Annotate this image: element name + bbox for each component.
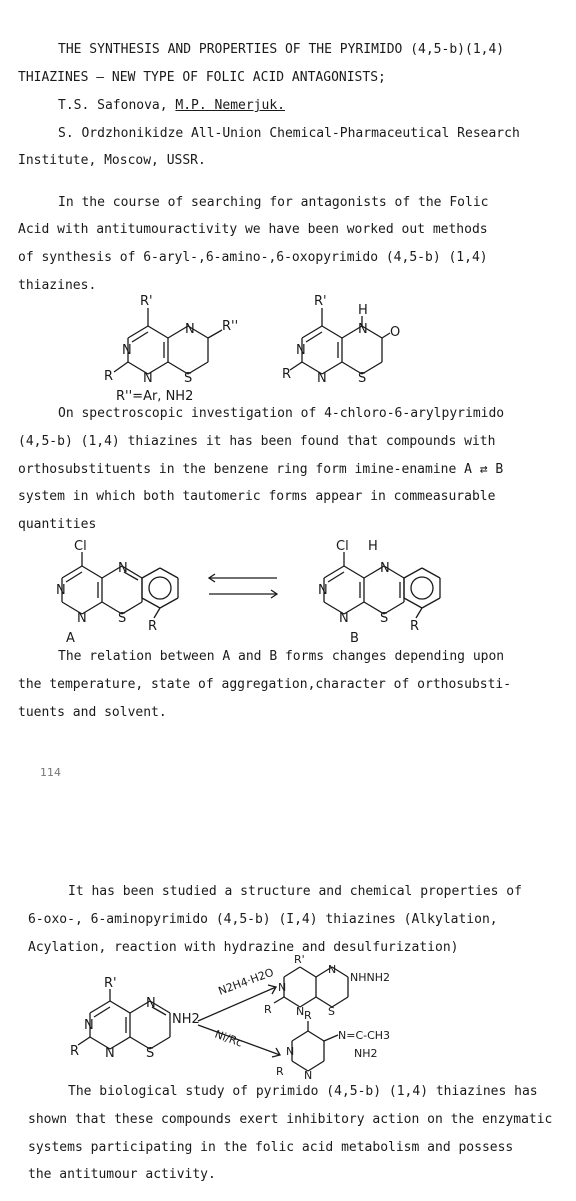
a-label: A [66,631,75,646]
structure-6-oxopyrimidothiazine [282,292,412,392]
s2-s: S [358,371,367,386]
b-r: R [410,619,420,634]
start-n2: N [105,1046,115,1061]
prod1-n3: N [328,963,337,976]
s2-h: H [358,303,368,318]
start-s: S [146,1046,155,1061]
prod2-n2: N [304,1069,313,1082]
b-n2: N [339,611,349,626]
start-n1: N [84,1018,94,1033]
s2-o: O [390,325,401,340]
a-r: R [148,619,158,634]
start-r: R [70,1044,80,1059]
s2-n1: N [296,343,306,358]
prod2-nh2: NH2 [354,1047,378,1060]
prod1-r1: R' [294,953,305,966]
prod1-n1: N [278,981,287,994]
s1-n2: N [143,371,153,386]
title-line-2: THIAZINES — NEW TYPE OF FOLIC ACID ANTAGONISTS; [18,70,386,85]
prod1-hydrazino: NHNH2 [350,971,390,984]
p2-para2-line-3: systems participating in the folic acid metabolism and possess [28,1140,514,1155]
a-n1: N [56,583,66,598]
b-cl: Cl [336,539,349,554]
para3-line-2: the temperature, state of aggregation,character of orthosubsti- [18,677,512,692]
para2-line-5: quantities [18,517,97,532]
author-2: M.P. Nemerjuk. [175,98,285,113]
p2-para2-line-4: the antitumour activity. [28,1167,216,1182]
intro-line-4: thiazines. [18,278,97,293]
prod2-n1: N [286,1045,295,1058]
p2-para1-line-1: It has been studied a structure and chemical properties of [68,884,522,899]
para2-line-2: (4,5-b) (1,4) thiazines it has been found that compounds with [18,434,496,449]
b-n1: N [318,583,328,598]
prod1-s: S [328,1005,335,1018]
a-cl: Cl [74,539,87,554]
p2-para2-line-1: The biological study of pyrimido (4,5-b) (1,4) thiazines has [68,1084,538,1099]
s2-r1: R' [314,294,327,309]
structure-tautomer-b [310,538,470,646]
structure-tautomer-a [48,538,208,646]
intro-line-3: of synthesis of 6-aryl-,6-amino-,6-oxopyrimido (4,5-b) (1,4) [18,250,488,265]
b-n3: N [380,561,390,576]
reagent-raney-nickel: Ni/Rc [212,1027,245,1050]
authors [58,98,285,114]
p2-para1-line-3: Acylation, reaction with hydrazine and desulfurization) [28,940,459,955]
prod2-imine: N=C-CH3 [338,1029,391,1042]
para2-line-1: On spectroscopic investigation of 4-chloro-6-arylpyrimido [58,406,505,421]
prod2-r: R [276,1065,284,1078]
start-r1: R' [104,976,117,991]
b-s: S [380,611,389,626]
para3-line-1: The relation between A and B forms changes depending upon [58,649,505,664]
s1-s: S [184,371,193,386]
reagent-hydrazine: N2H4·H2O [216,965,276,998]
s1-n3: N [185,322,195,337]
intro-line-1: In the course of searching for antagonists of the Folic [58,195,489,210]
equilibrium-arrows [205,570,285,600]
s2-n2: N [317,371,327,386]
prod2-r1: R [304,1009,312,1022]
page-number: 114 [40,766,61,779]
title-line-1: THE SYNTHESIS AND PROPERTIES OF THE PYRIMIDO (4,5-b)(1,4) [58,42,505,57]
para2-line-4: system in which both tautomeric forms appear in commeasurable [18,489,496,504]
b-label: B [350,631,359,646]
start-nh2: NH2 [172,1012,200,1027]
a-n3: N [118,561,128,576]
s1-r1: R' [140,294,153,309]
structure-6-substituted-pyrimidothiazine [98,292,238,404]
prod1-n2: N [296,1005,305,1018]
s1-r: R [104,369,114,384]
author-1: T.S. Safonova, [58,98,168,113]
a-s: S [118,611,127,626]
affiliation-line-2: Institute, Moscow, USSR. [18,153,206,168]
p2-para2-line-2: shown that these compounds exert inhibitory action on the enzymatic [28,1112,553,1127]
para3-line-3: tuents and solvent. [18,705,167,720]
s2-n3: N [358,322,368,337]
s1-n1: N [122,343,132,358]
s1-note: R''=Ar, NH2 [116,389,194,404]
s1-r2: R'' [222,319,239,334]
a-n2: N [77,611,87,626]
affiliation-line-1: S. Ordzhonikidze All-Union Chemical-Pharmaceutical Research [58,126,520,141]
b-h: H [368,539,378,554]
p2-para1-line-2: 6-oxo-, 6-aminopyrimido (4,5-b) (I,4) thiazines (Alkylation, [28,912,498,927]
para2-line-3: orthosubstituents in the benzene ring form imine-enamine A ⇄ B [18,462,504,477]
start-n3: N [146,996,156,1011]
intro-line-2: Acid with antitumouractivity we have been worked out methods [18,222,488,237]
s2-r: R [282,367,292,382]
prod1-r: R [264,1003,272,1016]
reaction-scheme [70,953,420,1082]
